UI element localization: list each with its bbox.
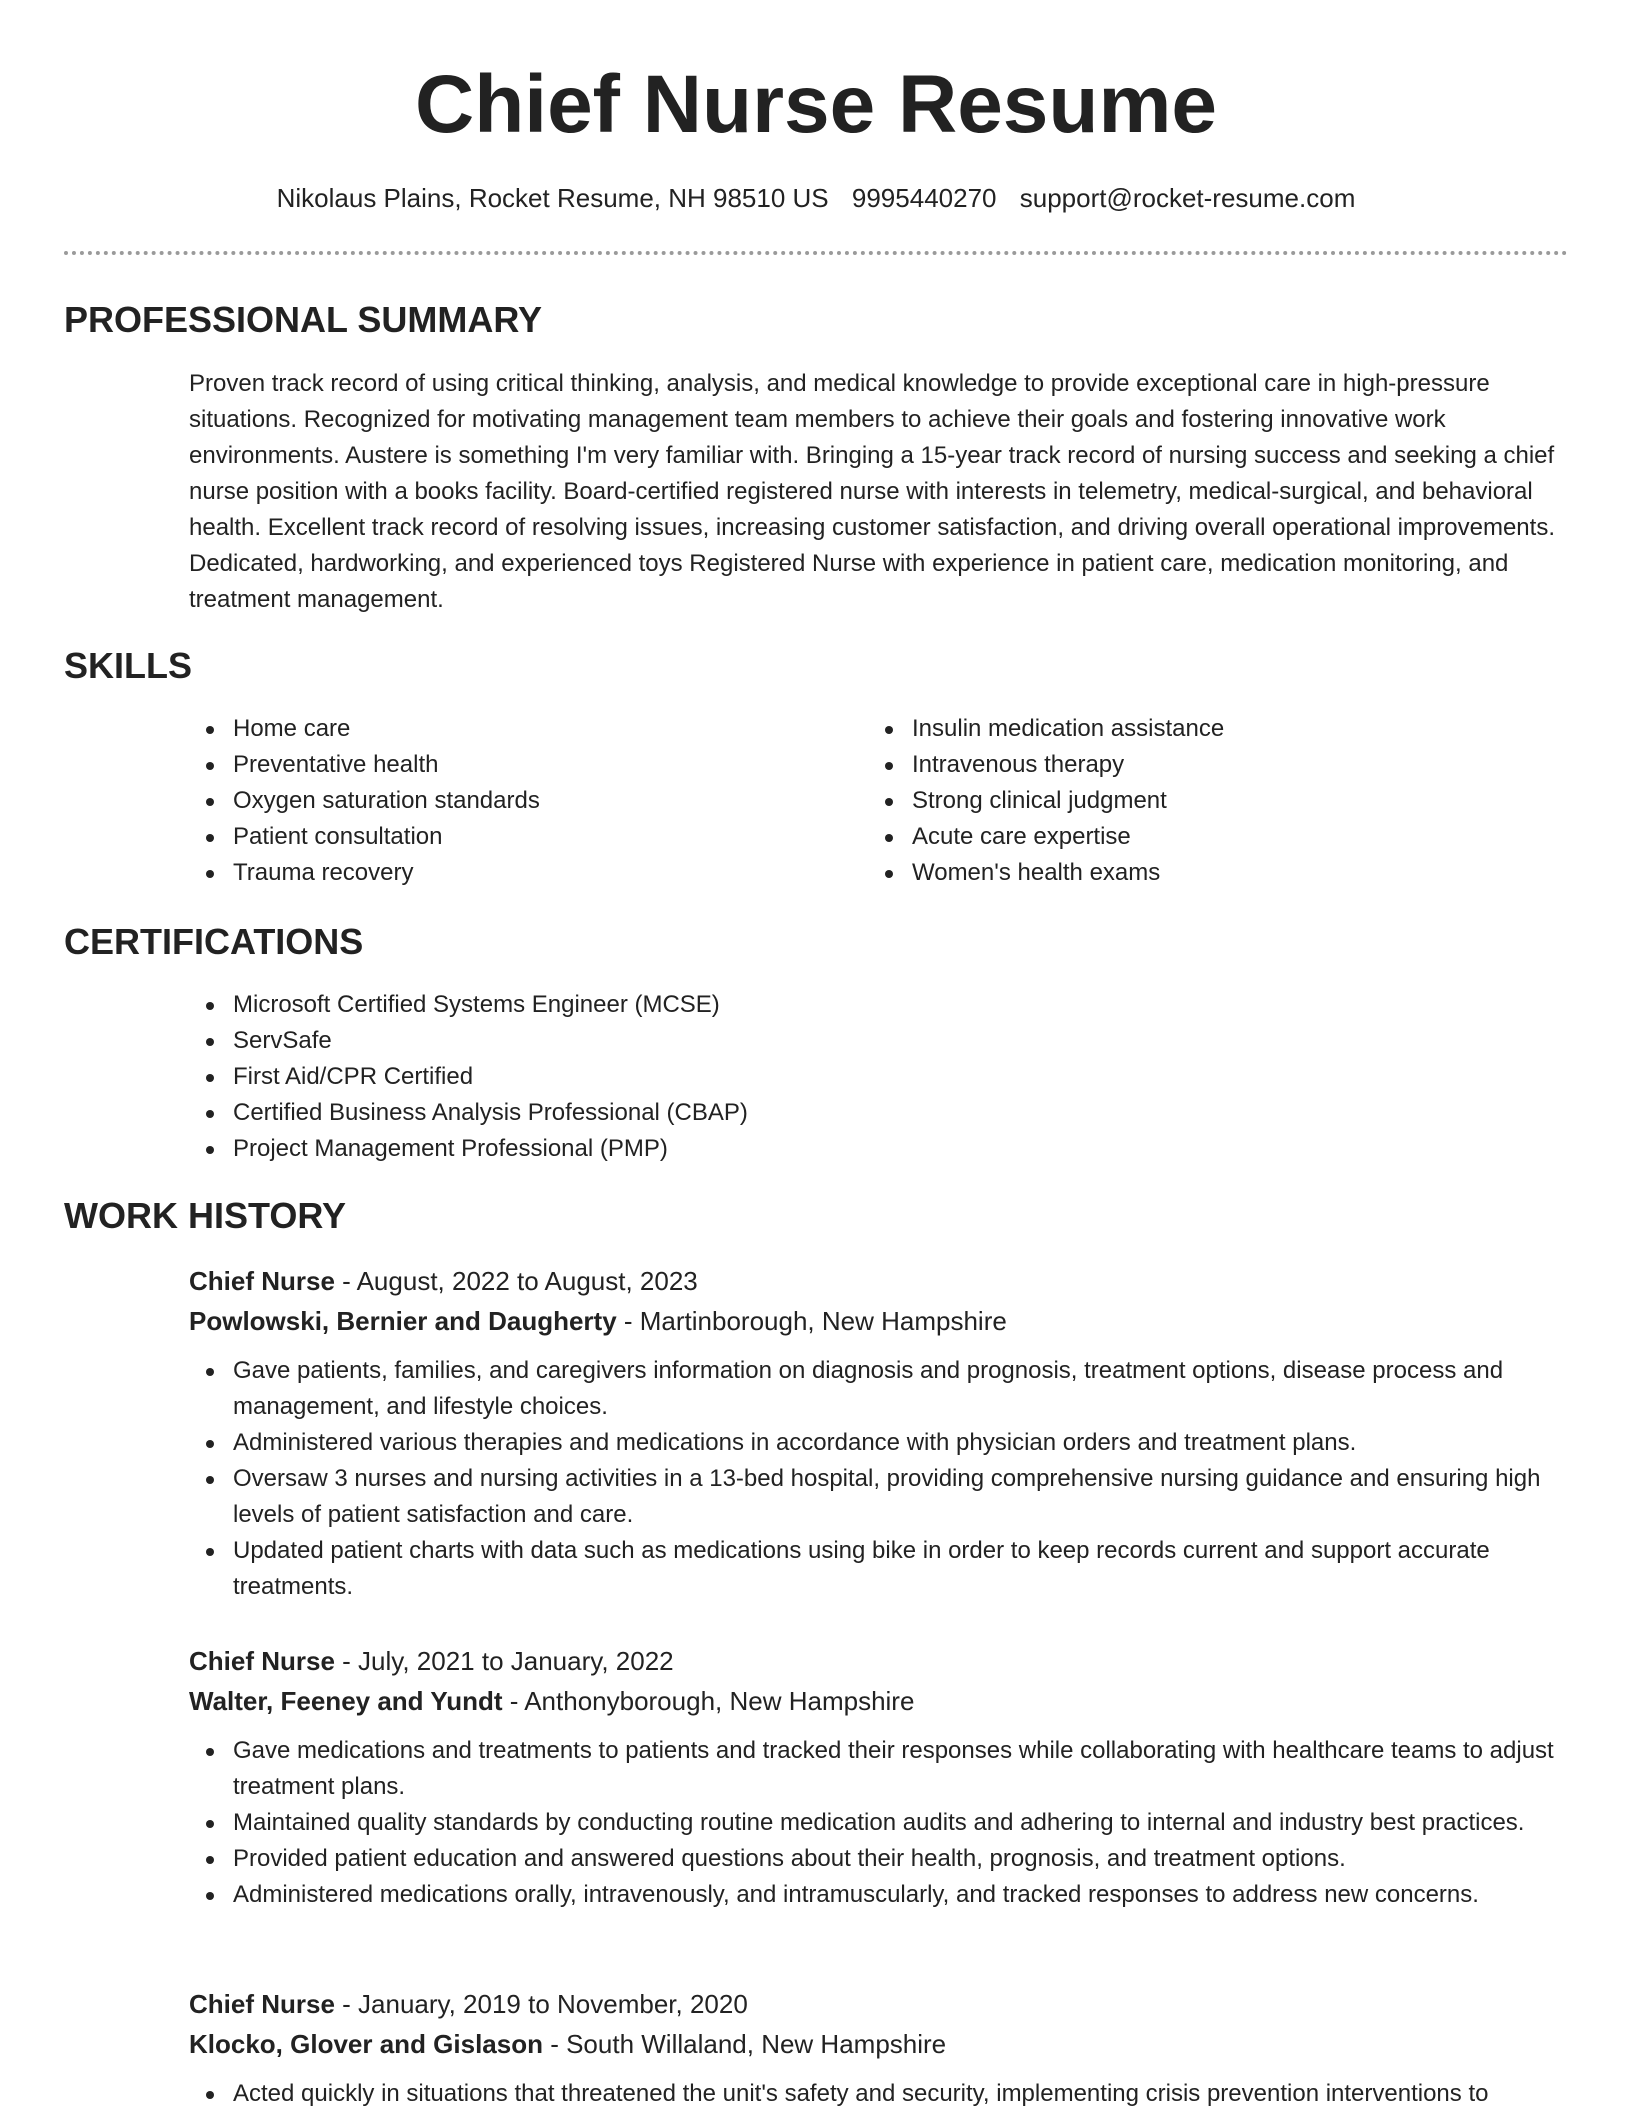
skill-item: Strong clinical judgment	[912, 783, 1612, 819]
job-dates: January, 2019 to November, 2020	[358, 1989, 748, 2019]
certification-item: First Aid/CPR Certified	[233, 1059, 1533, 1095]
skill-item: Acute care expertise	[912, 819, 1612, 855]
job-location: South Willaland, New Hampshire	[566, 2029, 947, 2059]
job-duties-list	[189, 1353, 1565, 1605]
job-duty: Gave patients, families, and caregivers information on diagnosis and prognosis, treatment options, disease process and management, and lifestyle choices.	[233, 1353, 1565, 1425]
separator: -	[334, 1266, 357, 1296]
header-divider	[64, 251, 1568, 255]
job-dates: August, 2022 to August, 2023	[356, 1266, 698, 1296]
job-title-line	[189, 1261, 1565, 1301]
job-entry	[189, 1261, 1565, 1605]
job-company: Klocko, Glover and Gislason	[189, 2029, 543, 2059]
job-company: Powlowski, Bernier and Daugherty	[189, 1306, 617, 1336]
job-company: Walter, Feeney and Yundt	[189, 1686, 503, 1716]
job-duty: Gave medications and treatments to patients and tracked their responses while collaborating with healthcare teams to adjust treatment plans.	[233, 1733, 1565, 1805]
job-duties-list	[189, 2076, 1565, 2112]
contact-address: Nikolaus Plains, Rocket Resume, NH 98510 US	[276, 183, 829, 213]
job-company-line	[189, 1301, 1565, 1341]
skill-item: Women's health exams	[912, 855, 1612, 891]
job-duty: Updated patient charts with data such as medications using bike in order to keep records current and support accurate treatments.	[233, 1533, 1565, 1605]
separator: -	[542, 2029, 567, 2059]
job-duty: Administered various therapies and medications in accordance with physician orders and treatment plans.	[233, 1425, 1565, 1461]
resume-title: Chief Nurse Resume	[414, 59, 1218, 150]
skill-item: Insulin medication assistance	[912, 711, 1612, 747]
job-title: Chief Nurse	[189, 1646, 335, 1676]
separator: -	[334, 1989, 359, 2019]
job-company-line	[189, 2024, 1565, 2064]
summary-text: Proven track record of using critical thinking, analysis, and medical knowledge to provide exceptional care in high-pressure situations. Recognized for motivating management team members to achieve their goals and fostering innovative work environments. Austere is something I'm very familiar with. Bringing a 15-year track record of nursing success and seeking a chief nurse position with a books facility. Board-certified registered nurse with interests in telemetry, medical-surgical, and behavioral health. Excellent track record of resolving issues, increasing customer satisfaction, and driving overall operational improvements. Dedicated, hardworking, and experienced toys Registered Nurse with experience in patient care, medication monitoring, and treatment management.	[189, 370, 1555, 613]
contact-phone: 9995440270	[851, 183, 997, 213]
job-company-line	[189, 1681, 1565, 1721]
certifications-heading: CERTIFICATIONS	[64, 921, 364, 962]
job-location: Martinborough, New Hampshire	[639, 1306, 1007, 1336]
job-title: Chief Nurse	[189, 1266, 335, 1296]
job-duties-list	[189, 1733, 1565, 1913]
job-entry	[189, 1984, 1565, 2112]
skills-list-left	[189, 711, 873, 891]
separator: -	[616, 1306, 640, 1336]
certification-item: ServSafe	[233, 1023, 1533, 1059]
certification-item: Project Management Professional (PMP)	[233, 1131, 1533, 1167]
work-history-heading: WORK HISTORY	[64, 1195, 347, 1236]
contact-email: support@rocket-resume.com	[1019, 183, 1356, 213]
skill-item: Home care	[233, 711, 873, 747]
job-duty: Oversaw 3 nurses and nursing activities in a 13-bed hospital, providing comprehensive nursing guidance and ensuring high levels of patient satisfaction and care.	[233, 1461, 1565, 1533]
contact-line	[0, 180, 1632, 216]
job-duty: Acted quickly in situations that threatened the unit's safety and security, implementing crisis prevention interventions to	[233, 2076, 1565, 2112]
skill-item: Patient consultation	[233, 819, 873, 855]
job-duty: Maintained quality standards by conducting routine medication audits and adhering to internal and industry best practices.	[233, 1805, 1565, 1841]
job-title-line	[189, 1984, 1565, 2024]
job-entry	[189, 1641, 1565, 1913]
skill-item: Preventative health	[233, 747, 873, 783]
skill-item: Trauma recovery	[233, 855, 873, 891]
skills-heading: SKILLS	[64, 645, 193, 686]
job-title-line	[189, 1641, 1565, 1681]
certifications-list	[189, 987, 1533, 1167]
certification-item: Microsoft Certified Systems Engineer (MCSE)	[233, 987, 1533, 1023]
skill-item: Intravenous therapy	[912, 747, 1612, 783]
summary-heading: PROFESSIONAL SUMMARY	[64, 299, 543, 340]
skill-item: Oxygen saturation standards	[233, 783, 873, 819]
separator: -	[334, 1646, 359, 1676]
certification-item: Certified Business Analysis Professional (CBAP)	[233, 1095, 1533, 1131]
job-dates: July, 2021 to January, 2022	[358, 1646, 674, 1676]
separator: -	[502, 1686, 525, 1716]
job-location: Anthonyborough, New Hampshire	[524, 1686, 915, 1716]
job-duty: Provided patient education and answered questions about their health, prognosis, and treatment options.	[233, 1841, 1565, 1877]
skills-list-right	[868, 711, 1612, 891]
job-duty: Administered medications orally, intravenously, and intramuscularly, and tracked responses to address new concerns.	[233, 1877, 1565, 1913]
job-title: Chief Nurse	[189, 1989, 335, 2019]
